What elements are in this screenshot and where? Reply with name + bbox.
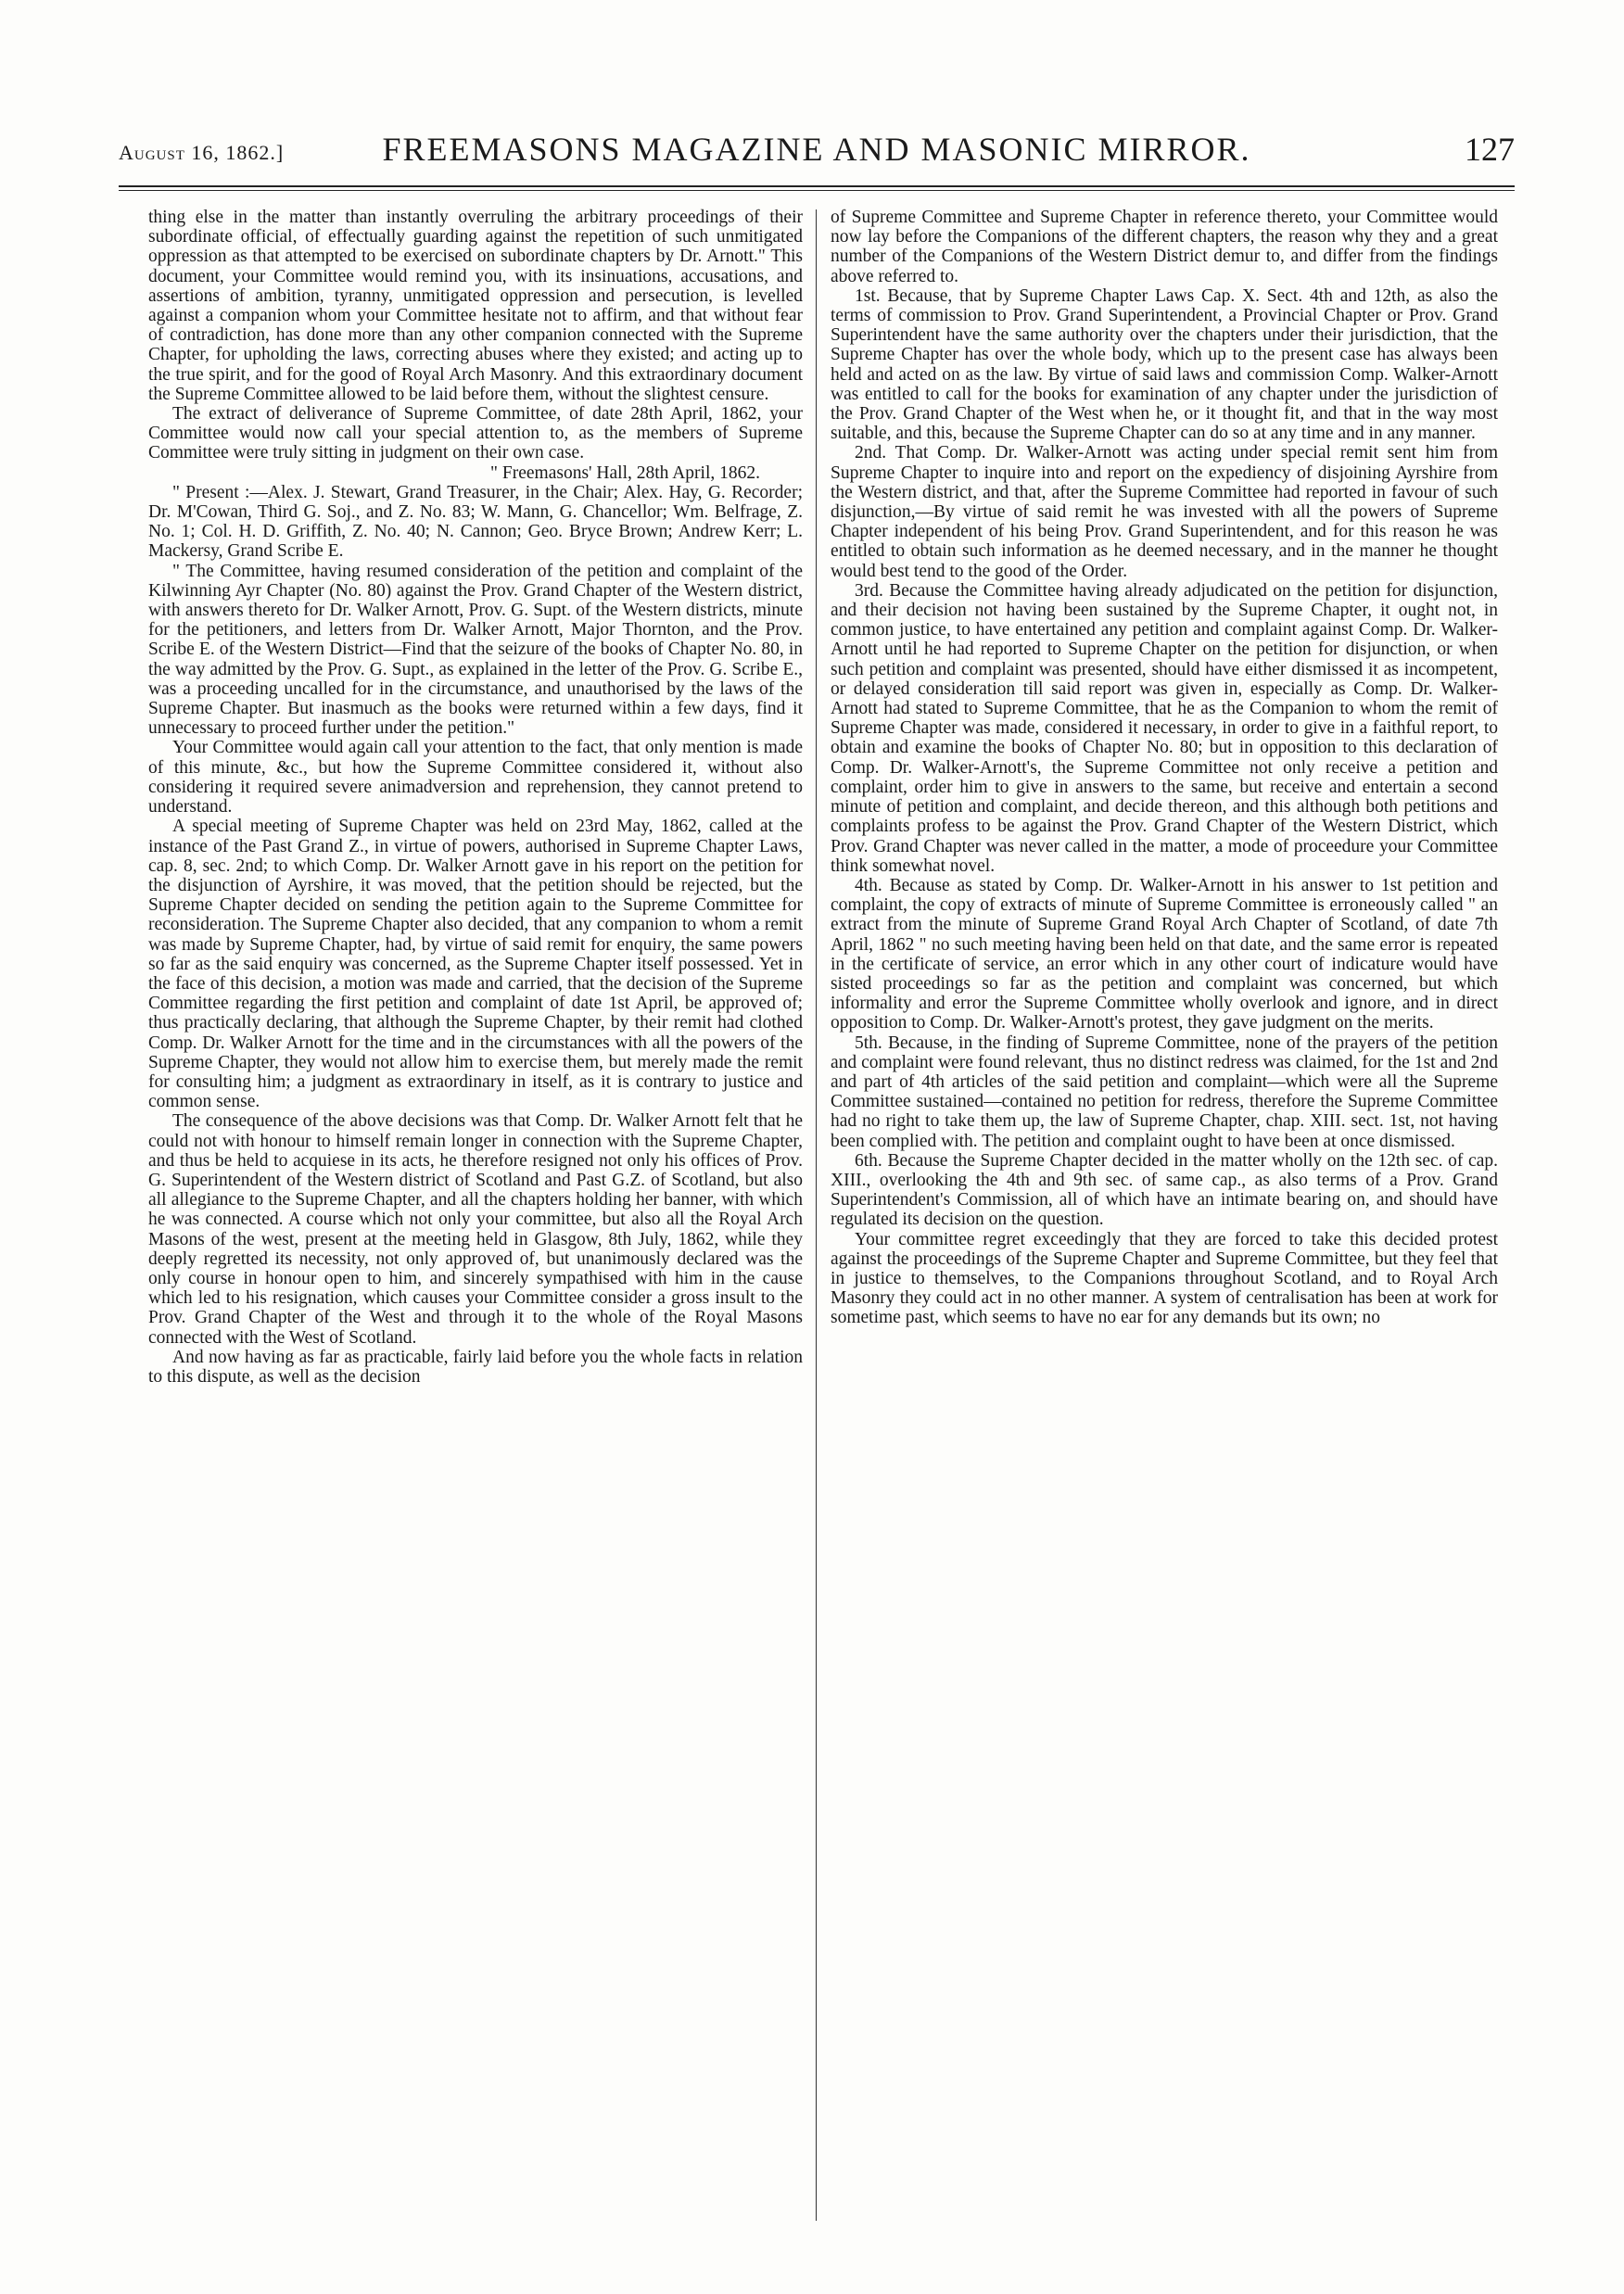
right-column bbox=[831, 208, 1498, 2219]
paragraph: thing else in the matter than instantly overruling the arbitrary proceedings of their subordinate official, of effectually guarding against the repetition of such unmitigated oppression as that attempted to be exercised on subordinate chapters by Dr. Arnott." This document, your Committee would remind you, with its insinuations, accusations, and assertions of ambition, tyranny, unmitigated oppression and persecution, is levelled against a companion whom your Committee hesitate not to affirm, and that without fear of contradiction, has done more than any other companion connected with the Supreme Chapter, for upholding the laws, correcting abuses where they existed; and acting up to the true spirit, and for the good of Royal Arch Masonry. And this extraordinary document the Supreme Committee allowed to be laid before them, without the slightest censure. bbox=[148, 208, 803, 404]
paragraph: 4th. Because as stated by Comp. Dr. Walker-Arnott in his answer to 1st petition and complaint, the copy of extracts of minute of Supreme Committee is erroneously called " an extract from the minute of Supreme Grand Royal Arch Chapter of Scotland, of date 7th April, 1862 " no such meeting having been held on that date, and the same error is repeated in the certificate of service, an error which in any other court of indicature would have sisted proceedings so far as the petition and complaint was concerned, but which informality and error the Supreme Committee wholly overlook and ignore, and in direct opposition to Comp. Dr. Walker-Arnott's protest, they gave judgment on the merits. bbox=[831, 875, 1498, 1033]
paragraph: Your committee regret exceedingly that they are forced to take this decided protest against the proceedings of the Supreme Chapter and Supreme Committee, but they feel that in justice to themselves, to the Companions throughout Scotland, and to Royal Arch Masonry they could act in no other manner. A system of centralisation has been at work for sometime past, which seems to have no ear for any demands but its own; no bbox=[831, 1229, 1498, 1328]
paragraph: 1st. Because, that by Supreme Chapter Laws Cap. X. Sect. 4th and 12th, as also the terms of commission to Prov. Grand Superintendent, a Provincial Chapter or Prov. Grand Superintendent have the same authority over the chapters under their jurisdiction, that the Supreme Chapter has over the whole body, which up to the present case has always been held and acted on as the law. By virtue of said laws and commission Comp. Walker-Arnott was entitled to call for the books for examination of any chapter under the jurisdiction of the Prov. Grand Chapter of the West when he, or it thought fit, and that in the way most suitable, and this, because the Supreme Chapter can do so at any time and in any manner. bbox=[831, 285, 1498, 444]
column-divider bbox=[816, 209, 817, 2221]
paragraph: The consequence of the above decisions was that Comp. Dr. Walker Arnott felt that he could not with honour to himself remain longer in connection with the Supreme Chapter, and thus be held to acquiese in its acts, he therefore resigned not only his offices of Prov. G. Superintendent of the Western district of Scotland and Past G.Z. of Scotland, but also all allegiance to the Supreme Chapter, and all the chapters holding her banner, with which he was connected. A course which not only your committee, but also all the Royal Arch Masons of the west, present at the meeting held in Glasgow, 8th July, 1862, while they deeply regretted its necessity, not only approved of, but unanimously declared was the only course in honour open to him, and sincerely sympathised with him in the cause which led to his resignation, which causes your Committee consider a gross insult to the Prov. Grand Chapter of the West and through it to the whole of the Royal Masons connected with the West of Scotland. bbox=[148, 1111, 803, 1348]
paragraph: 2nd. That Comp. Dr. Walker-Arnott was acting under special remit sent him from Supreme Chapter to inquire into and report on the expediency of disjoining Ayrshire from the Western district, and that, after the Supreme Committee had reported in favour of such disjunction,—By virtue of said remit he was invested with all the powers of Supreme Chapter independent of his being Prov. Grand Superintendent, and for this reason he was entitled to obtain such information as he deemed necessary, and in the manner he thought would best tend to the good of the Order. bbox=[831, 443, 1498, 581]
paragraph: 6th. Because the Supreme Chapter decided in the matter wholly on the 12th sec. of cap. XIII., overlooking the 4th and 9th sec. of same cap., as also terms of a Prov. Grand Superintendent's Commission, all of which have an intimate bearing on, and should have regulated its decision on the question. bbox=[831, 1150, 1498, 1230]
header-rule-thin bbox=[119, 190, 1515, 191]
paragraph: of Supreme Committee and Supreme Chapter in reference thereto, your Committee would now lay before the Companions of the different chapters, the reason why they and a great number of the Companions of the Western District demur to, and differ from the findings above referred to. bbox=[831, 208, 1498, 286]
paragraph: 5th. Because, in the finding of Supreme Committee, none of the prayers of the petition and complaint were found relevant, thus no distinct redress was claimed, for the 1st and 2nd and part of 4th articles of the said petition and complaint—which were all the Supreme Committee sustained—contained no petition for redress, therefore the Supreme Committee had no right to take them up, the law of Supreme Chapter, chap. XIII. sect. 1st, not having been complied with. The petition and complaint ought to have been at once dismissed. bbox=[831, 1033, 1498, 1151]
dateline: " Freemasons' Hall, 28th April, 1862. bbox=[490, 463, 760, 483]
paragraph: 3rd. Because the Committee having already adjudicated on the petition for disjunction, and their decision not having been sustained by the Supreme Chapter, it ought not, in common justice, to have entertained any petition and complaint against Comp. Dr. Walker-Arnott until he had reported to Supreme Chapter on the petition for disjunction, or when such petition and complaint was presented, should have either dismissed it as incompetent, or delayed consideration till said report was given in, especially as Comp. Dr. Walker-Arnott had stated to Supreme Committee, that he as the Companion to whom the remit of Supreme Chapter was made, considered it necessary, in order to give in a faithful report, to obtain and examine the books of Chapter No. 80; but in opposition to this declaration of Comp. Dr. Walker-Arnott's, the Supreme Committee not only receive a petition and complaint, order him to give in answers to the same, but receive and entertain a second minute of petition and complaint, and decide thereon, and this although both petitions and complaints profess to be against the Prov. Grand Chapter of the Western District, which Prov. Grand Chapter was never called in the matter, a mode of proceedure your Committee think somewhat novel. bbox=[831, 580, 1498, 876]
paragraph: A special meeting of Supreme Chapter was held on 23rd May, 1862, called at the instance of the Past Grand Z., in virtue of powers, authorised in Supreme Chapter Laws, cap. 8, sec. 2nd; to which Comp. Dr. Walker Arnott gave in his report on the petition for the disjunction of Ayrshire, it was moved, that the petition should be rejected, but the Supreme Chapter decided on sending the petition again to the Supreme Committee for reconsideration. The Supreme Chapter also decided, that any companion to whom a remit was made by Supreme Chapter, had, by virtue of said remit for enquiry, the same powers so far as the said enquiry was concerned, as the Supreme Chapter itself possessed. Yet in the face of this decision, a motion was made and carried, that the decision of the Supreme Committee regarding the first petition and complaint of date 1st April, be approved of; thus practically declaring, that although the Supreme Chapter, by their remit had clothed Comp. Dr. Walker Arnott for the time and in the circumstances with all the powers of the Supreme Chapter, they would not allow him to exercise them, but merely made the remit for consulting him; a judgment as extraordinary in itself, as it is contrary to justice and common sense. bbox=[148, 817, 803, 1112]
left-column bbox=[148, 208, 803, 2219]
header-rule bbox=[119, 185, 1515, 187]
paragraph: And now having as far as practicable, fairly laid before you the whole facts in relation to this dispute, as well as the decision bbox=[148, 1347, 803, 1387]
paragraph: The extract of deliverance of Supreme Committee, of date 28th April, 1862, your Committee would now call your special attention to, as the members of Supreme Committee were truly sitting in judgment on their own case. bbox=[148, 404, 803, 463]
paragraph: " The Committee, having resumed consideration of the petition and complaint of the Kilwinning Ayr Chapter (No. 80) against the Prov. Grand Chapter of the Western district, with answers thereto for Dr. Walker Arnott, Prov. G. Supt. of the Western districts, minute for the petitioners, and letters from Dr. Walker Arnott, Major Thornton, and the Prov. Scribe E. of the Western District—Find that the seizure of the books of Chapter No. 80, in the way admitted by the Prov. G. Supt., as explained in the letter of the Prov. G. Scribe E., was a proceeding uncalled for in the circumstance, and unauthorised by the laws of the Supreme Chapter. But inasmuch as the books were returned within a few days, find it unnecessary to proceed further under the petition." bbox=[148, 561, 803, 739]
page-header bbox=[119, 130, 1515, 178]
issue-date: August 16, 1862.] bbox=[119, 141, 285, 164]
paragraph: " Present :—Alex. J. Stewart, Grand Treasurer, in the Chair; Alex. Hay, G. Recorder; Dr. M'Cowan, Third G. Soj., and Z. No. 83; W. Mann, G. Chancellor; Wm. Belfrage, Z. No. 1; Col. H. D. Griffith, Z. No. 40; N. Cannon; Geo. Bryce Brown; Andrew Kerr; L. Mackersy, Grand Scribe E. bbox=[148, 482, 803, 562]
magazine-title: FREEMASONS MAGAZINE AND MASONIC MIRROR. bbox=[382, 131, 1251, 168]
page-number: 127 bbox=[1465, 131, 1515, 168]
paragraph: Your Committee would again call your attention to the fact, that only mention is made of this minute, &c., but how the Supreme Committee considered it, without also considering it required severe animadversion and reprehension, they cannot pretend to understand. bbox=[148, 738, 803, 817]
